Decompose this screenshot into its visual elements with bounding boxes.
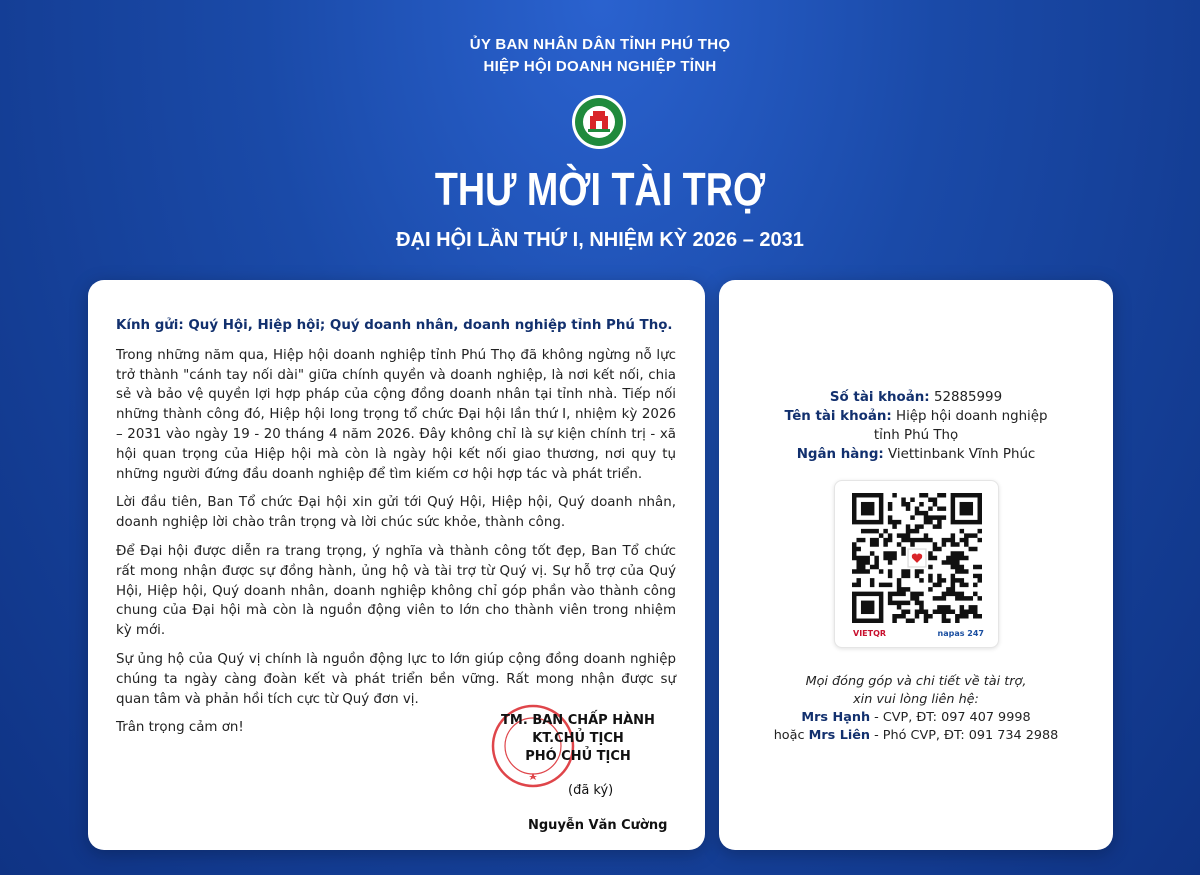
sign-title-line1: TM. BAN CHẤP HÀNH — [501, 713, 655, 728]
letter-closing: Trân trọng cảm ơn! — [116, 720, 244, 736]
payment-qr-code-icon — [852, 493, 982, 623]
contact-person-2-detail: - Phó CVP, ĐT: 091 734 2988 — [870, 728, 1059, 743]
qr-code-panel — [834, 480, 999, 648]
sign-title-line2: KT.CHỦ TỊCH — [532, 731, 624, 746]
account-name-value: Hiệp hội doanh nghiệp tỉnh Phú Thọ — [873, 409, 1048, 443]
invitation-letter-card — [88, 280, 705, 850]
signature-block — [488, 712, 668, 766]
signer-name: Nguyễn Văn Cường — [528, 818, 668, 833]
account-number-label: Số tài khoản: — [829, 390, 930, 405]
letter-body — [116, 316, 676, 747]
sign-title-line3: PHÓ CHỦ TỊCH — [525, 749, 631, 764]
page-title: THƯ MỜI TÀI TRỢ — [434, 163, 766, 215]
contact-person-1-name: Mrs Hạnh — [801, 710, 871, 725]
contact-person-1-detail: - CVP, ĐT: 097 407 9998 — [870, 710, 1031, 725]
account-number-row — [719, 388, 1113, 407]
account-number-value: 52885999 — [933, 390, 1003, 405]
account-name-row — [719, 407, 1113, 445]
contact-person-1 — [719, 709, 1113, 727]
association-logo-icon — [571, 94, 627, 150]
account-name-label: Tên tài khoản: — [784, 409, 892, 424]
contact-info — [719, 673, 1113, 745]
contact-person-2-prefix: hoặc — [773, 728, 809, 743]
letter-paragraph: Để Đại hội được diễn ra trang trọng, ý nghĩa và thành công tốt đẹp, Ban Tổ chức rất mong nhận được sự đồng hành, ủng hộ và tài trợ từ Quý vị. Sự hỗ trợ của Quý Hội, Hiệp hội, Quý doanh nhân, doanh nghiệp không chỉ góp phần vào thành công chung của Đại hội mà còn là nguồn động viên to lớn cho thành viên trong nhiệm kỳ mới. — [116, 543, 676, 639]
bank-name-value: Viettinbank Vĩnh Phúc — [888, 447, 1036, 462]
contact-intro-line1: Mọi đóng góp và chi tiết về tài trợ, — [805, 674, 1027, 689]
org-name-line1: ỦY BAN NHÂN DÂN TỈNH PHÚ THỌ — [469, 36, 731, 53]
letter-greeting: Kính gửi: Quý Hội, Hiệp hội; Quý doanh nhân, doanh nghiệp tỉnh Phú Thọ. — [116, 318, 673, 333]
contact-person-2-name: Mrs Liên — [808, 728, 871, 743]
contact-person-2 — [719, 727, 1113, 745]
page-header — [0, 34, 1200, 78]
vietqr-logo: VIETQR — [853, 629, 887, 638]
bank-name-row — [719, 445, 1113, 464]
letter-paragraph: Trong những năm qua, Hiệp hội doanh nghiệp tỉnh Phú Thọ đã không ngừng nỗ lực trở thành "cánh tay nối dài" giữa chính quyền và doanh nghiệp, là nơi kết nối, chia sẻ và bảo vệ quyền lợi hợp pháp của cộng đồng doanh nhân tại tỉnh nhà. Tiếp nối những thành công đó, Hiệp hội long trọng tổ chức Đại hội lần thứ I, nhiệm kỳ 2026 – 2031 vào ngày 19 - 20 tháng 4 năm 2026. Đây không chỉ là sự kiện chính trị - xã hội quan trọng của Hiệp hội mà còn là ngày hội kết nối giao thương, nơi quy tụ những người đứng đầu doanh nghiệp để tìm kiếm cơ hội hợp tác và phát triển. — [116, 347, 676, 482]
napas-logo: napas 247 — [937, 629, 984, 638]
bank-info-card — [719, 280, 1113, 850]
page-subtitle: ĐẠI HỘI LẦN THỨ I, NHIỆM KỲ 2026 – 2031 — [396, 229, 804, 251]
contact-intro-line2: xin vui lòng liên hệ: — [853, 692, 979, 707]
bank-details — [719, 388, 1113, 464]
signed-note: (đã ký) — [568, 783, 614, 798]
letter-paragraph: Lời đầu tiên, Ban Tổ chức Đại hội xin gửi tới Quý Hội, Hiệp hội, Quý doanh nhân, doanh nghiệp lời chào trân trọng và lời chúc sức khỏe, thành công. — [116, 495, 676, 531]
bank-name-label: Ngân hàng: — [796, 447, 884, 462]
org-name-line2: HIỆP HỘI DOANH NGHIỆP TỈNH — [483, 58, 717, 75]
letter-paragraph: Sự ủng hộ của Quý vị chính là nguồn động lực to lớn giúp cộng đồng doanh nghiệp chúng ta ngày càng đoàn kết và phát triển bền vững. Rất mong nhận được sự quan tâm và phản hồi tích cực từ Quý đơn vị. — [116, 651, 676, 707]
